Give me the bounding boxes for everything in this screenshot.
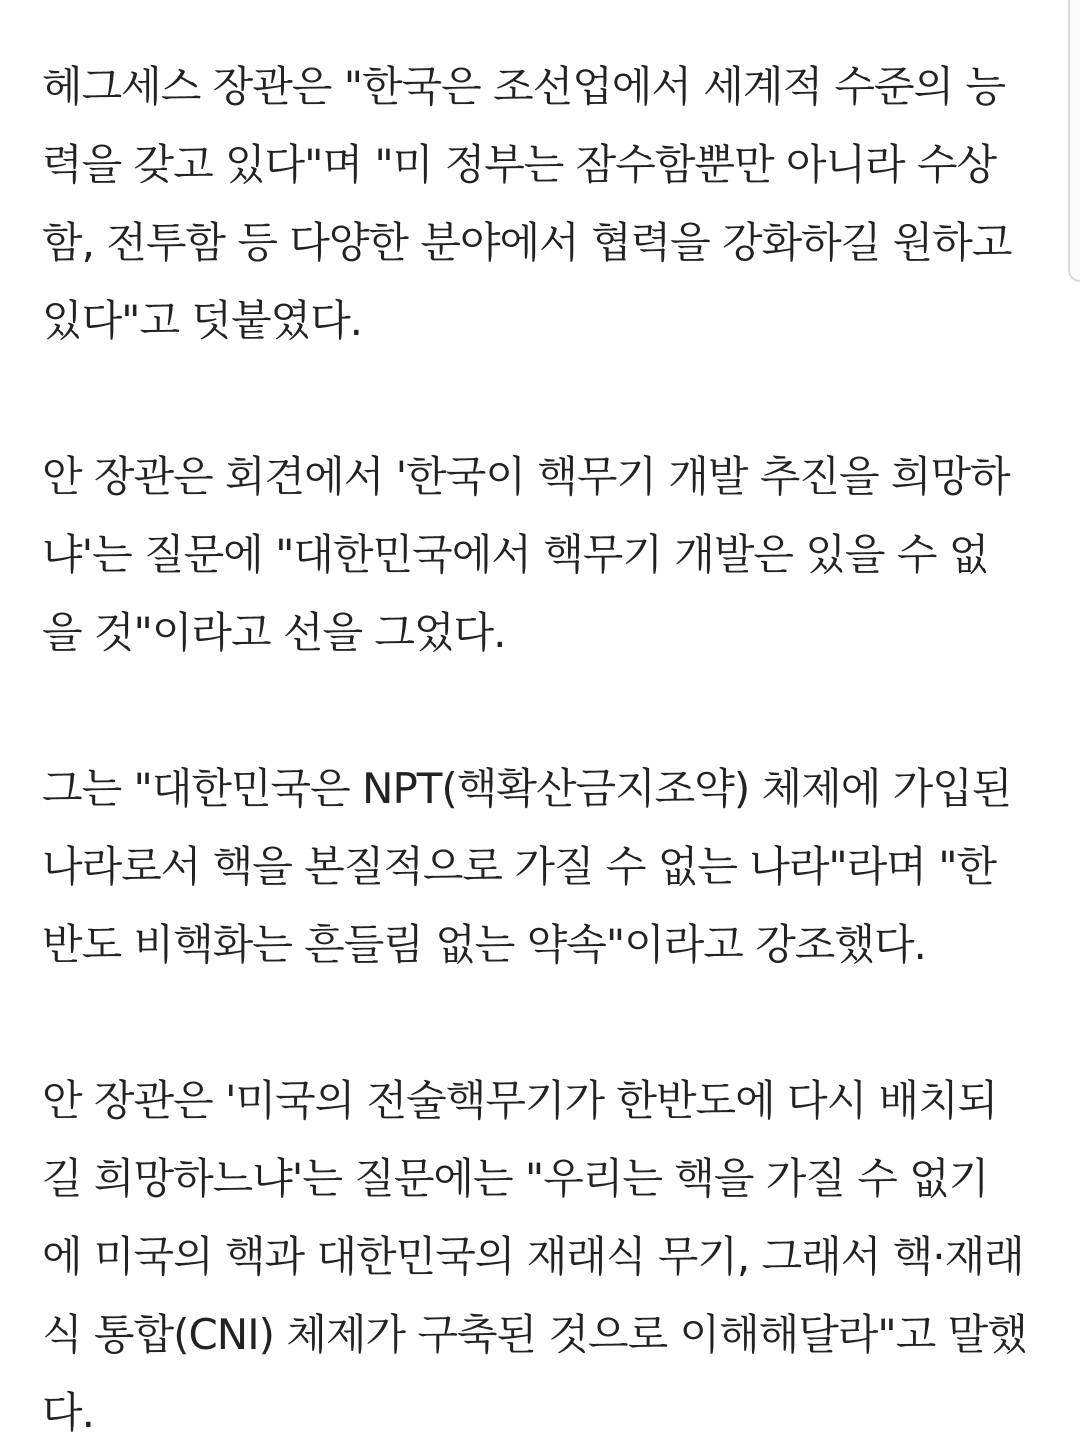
scrollbar[interactable] — [1068, 0, 1080, 282]
paragraph-line: 안 장관은 회견에서 '한국이 핵무기 개발 추진을 희망하 — [42, 452, 1010, 501]
paragraph-4 — [42, 1062, 1042, 1440]
paragraph-line: 나라로서 핵을 본질적으로 가질 수 없는 나라"라며 "한 — [42, 842, 997, 891]
paragraph-line: 헤그세스 장관은 "한국은 조선업에서 세계적 수준의 능 — [42, 62, 1006, 111]
paragraph-line: 을 것"이라고 선을 그었다. — [42, 608, 506, 657]
paragraph-line: 다. — [42, 1388, 94, 1437]
paragraph-line: 에 미국의 핵과 대한민국의 재래식 무기, 그래서 핵·재래 — [42, 1232, 1024, 1281]
paragraph-3 — [42, 750, 1042, 984]
paragraph-line: 반도 비핵화는 흔들림 없는 약속"이라고 강조했다. — [42, 920, 926, 969]
paragraph-2 — [42, 438, 1042, 672]
paragraph-line: 안 장관은 '미국의 전술핵무기가 한반도에 다시 배치되 — [42, 1076, 998, 1125]
paragraph-1 — [42, 48, 1042, 360]
paragraph-line: 냐'는 질문에 "대한민국에서 핵무기 개발은 있을 수 없 — [42, 530, 989, 579]
paragraph-line: 력을 갖고 있다"며 "미 정부는 잠수함뿐만 아니라 수상 — [42, 140, 997, 189]
paragraph-line: 그는 "대한민국은 NPT(핵확산금지조약) 체제에 가입된 — [42, 764, 1012, 813]
paragraph-line: 함, 전투함 등 다양한 분야에서 협력을 강화하길 원하고 — [42, 218, 1012, 267]
paragraph-line: 식 통합(CNI) 체제가 구축된 것으로 이해해달라"고 말했 — [42, 1310, 1027, 1359]
article-body — [42, 48, 1042, 1440]
paragraph-line: 있다"고 덧붙였다. — [42, 296, 363, 345]
paragraph-line: 길 희망하느냐'는 질문에는 "우리는 핵을 가질 수 없기 — [42, 1154, 989, 1203]
